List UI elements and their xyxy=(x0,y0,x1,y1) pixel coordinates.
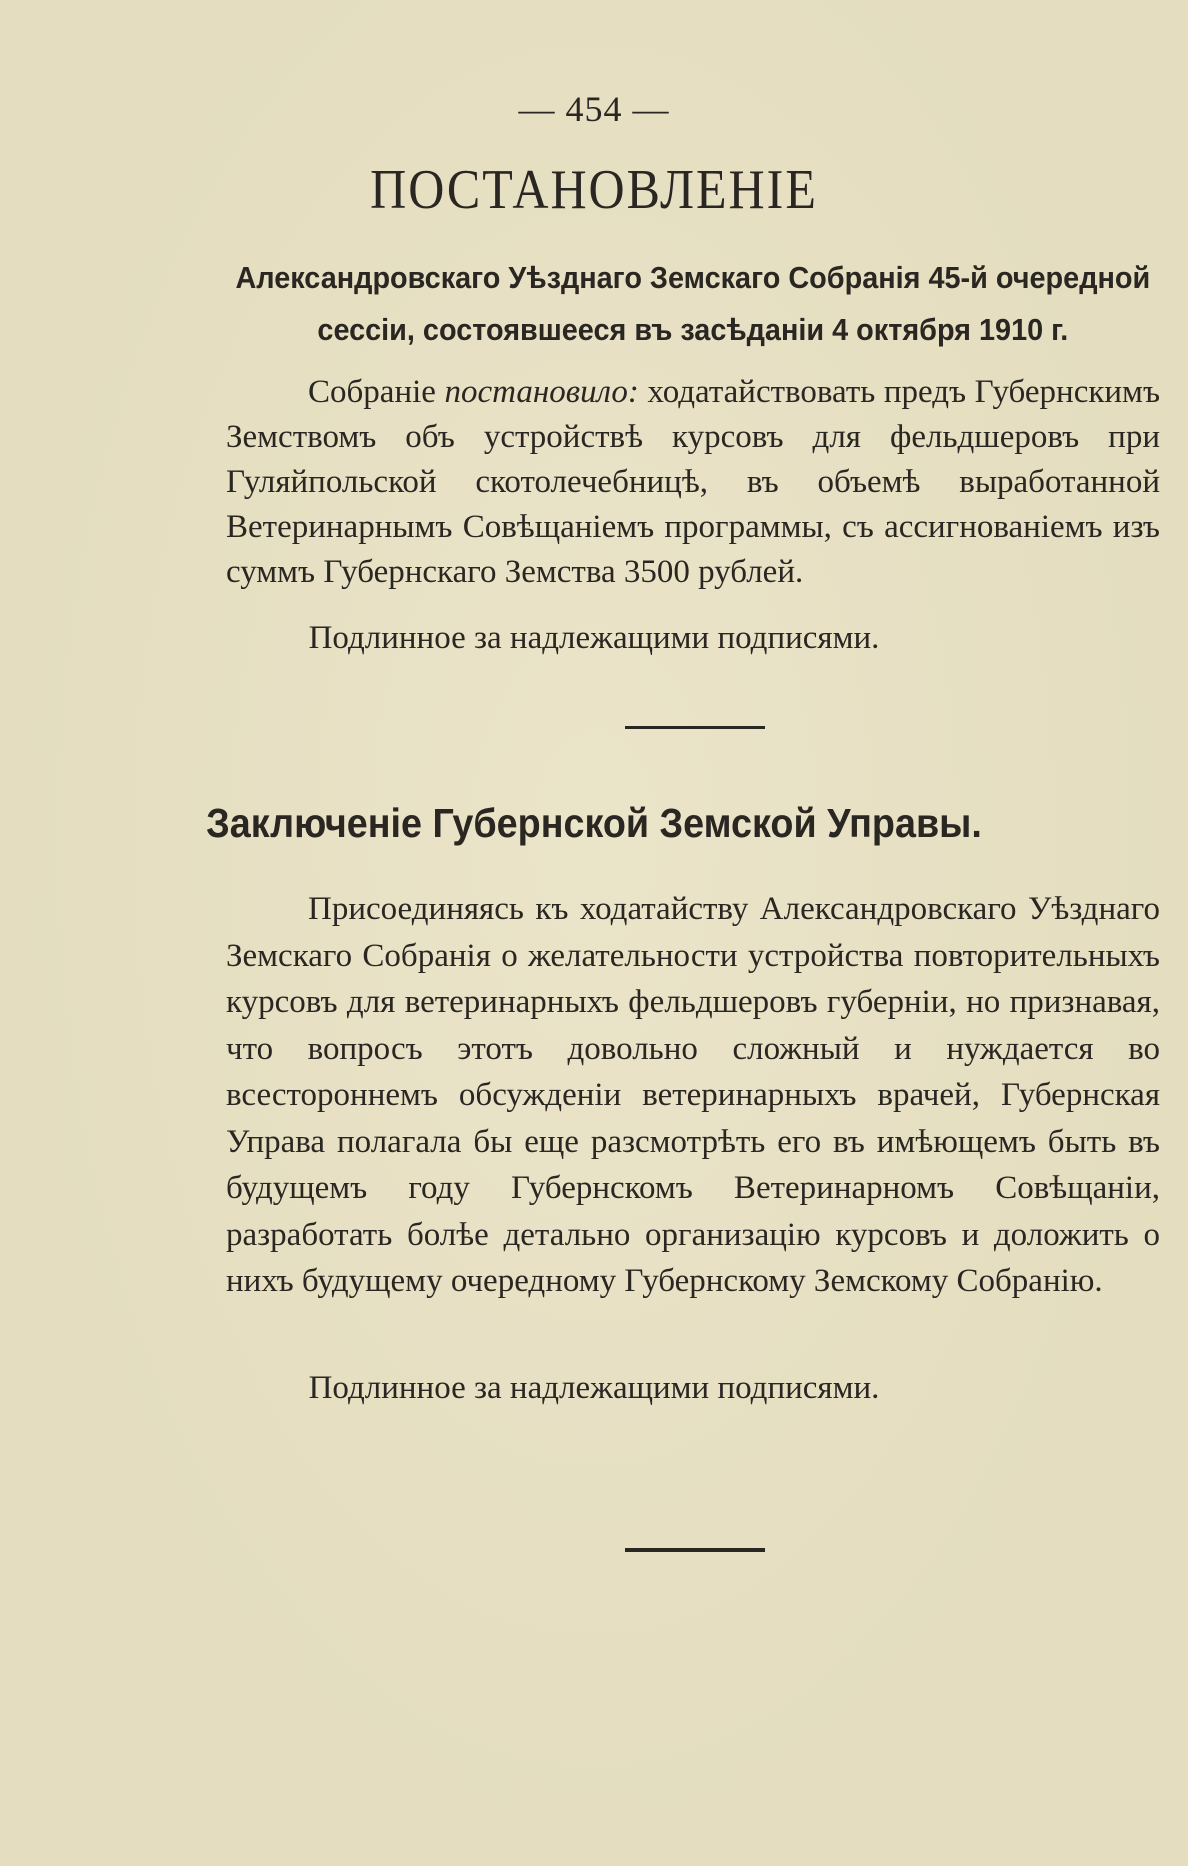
resolution-signed-note: Подлинное за надлежащими подписями. xyxy=(308,620,880,656)
conclusion-signed-note: Подлинное за надлежащими подписями. xyxy=(308,1370,880,1406)
conclusion-body xyxy=(226,886,1160,1305)
conclusion-title: Заключеніе Губернской Земской Управы. xyxy=(206,800,982,846)
resolution-body-emphasis: постановило: xyxy=(444,374,639,410)
resolution-body-start: Собраніе xyxy=(308,374,436,410)
end-divider xyxy=(625,1548,765,1552)
resolution-body-rest: ходатайствовать предъ Губернскимъ Земствомъ объ устройствѣ курсовъ для фельдшеровъ при Гуляйпольской скотолечебницѣ, въ объемѣ выработанной Ветеринарнымъ Совѣщаніемъ программы, съ ассигнованіемъ изъ суммъ Губернскаго Земства 3500 рублей. xyxy=(226,374,1161,590)
section-divider xyxy=(625,726,765,729)
conclusion-body-text: Присоединяясь къ ходатайству Александровскаго Уѣзднаго Земскаго Собранія о желательности устройства повторительныхъ курсовъ для ветеринарныхъ фельдшеровъ губерніи, но признавая, что вопросъ этотъ довольно сложный и нуждается во всестороннемъ обсужденіи ветеринарныхъ врачей, Губернская Управа полагала бы еще разсмотрѣть его въ имѣющемъ быть въ будущемъ году Губернскомъ Ветеринарномъ Совѣщаніи, разработать болѣе детально организацію курсовъ и доложить о нихъ будущему очередному Губернскому Земскому Собранію. xyxy=(226,891,1160,1299)
page-number: — 454 — xyxy=(518,89,670,129)
resolution-body xyxy=(226,370,1160,595)
resolution-subtitle: Александровскаго Уѣзднаго Земскаго Собранія 45-й очередной сессіи, состоявшееся въ засѣданіи 4 октября 1910 г. xyxy=(235,260,1151,347)
resolution-title: ПОСТАНОВЛЕНІЕ xyxy=(370,157,818,221)
